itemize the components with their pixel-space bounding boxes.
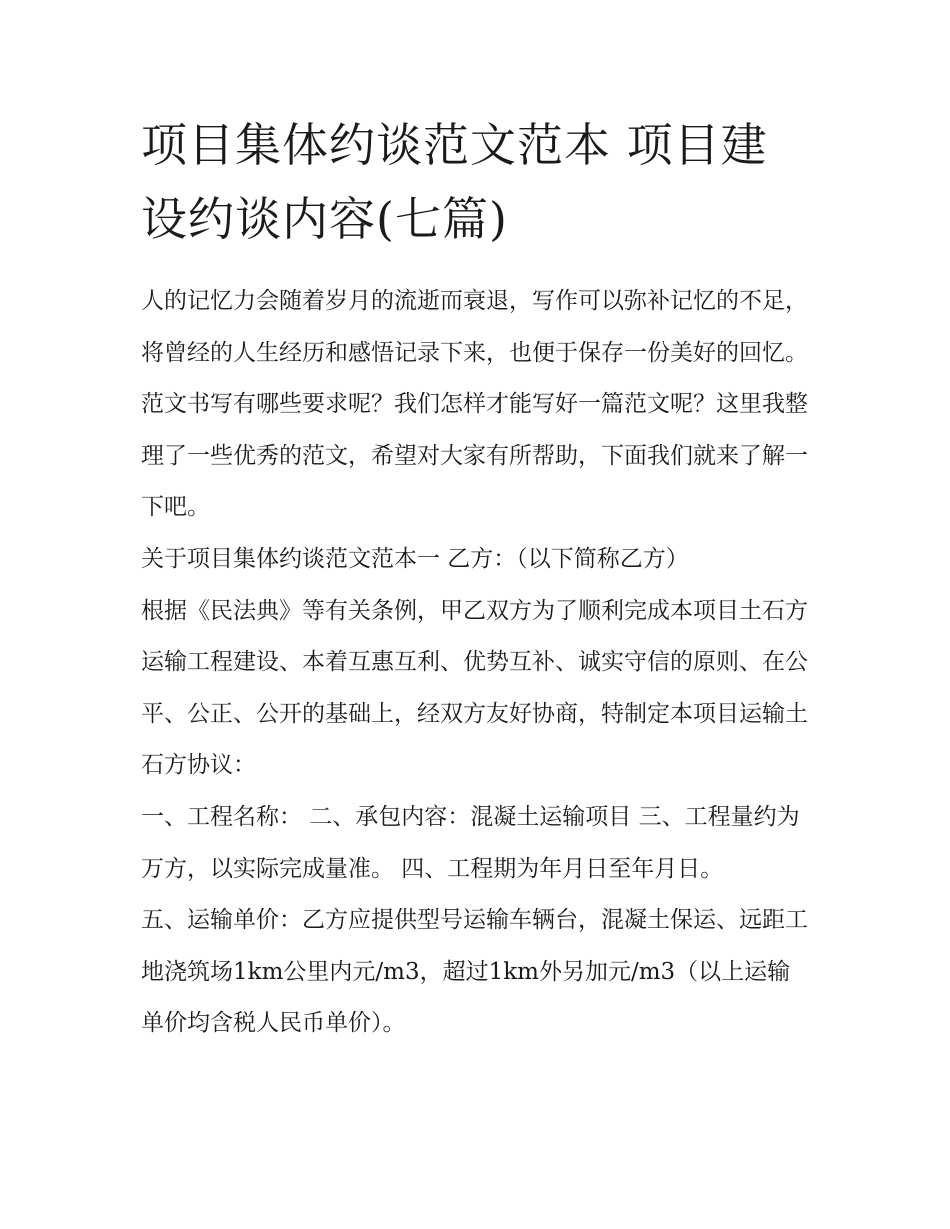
document-body [141,108,813,1050]
paragraph-heading-one: 关于项目集体约谈范文范本一 乙方：（以下简称乙方） [141,545,689,572]
paragraph-transport-price: 五、运输单价：乙方应提供型号运输车辆台，混凝土保运、远距工地浇筑场1km公里内元/m3，超过1km外另加元/m3（以上运输单价均含税人民币单价）。 [141,907,808,1037]
paragraph-project-terms: 一、工程名称： 二、承包内容：混凝土运输项目 三、工程量约为万方，以实际完成量准。 四、工程期为年月日至年月日。 [141,803,800,882]
paragraph-agreement-basis: 根据《民法典》等有关条例，甲乙双方为了顺利完成本项目土石方运输工程建设、本着互惠互利、优势互补、诚实守信的原则、在公平、公正、公开的基础上，经双方友好协商，特制定本项目运输土石方协议： [141,597,808,779]
document-title: 项目集体约谈范文范本 项目建设约谈内容(七篇) [141,118,768,246]
paragraph-intro: 人的记忆力会随着岁月的流逝而衰退，写作可以弥补记忆的不足，将曾经的人生经历和感悟记录下来，也便于保存一份美好的回忆。范文书写有哪些要求呢？我们怎样才能写好一篇范文呢？这里我整理了一些优秀的范文，希望对大家有所帮助，下面我们就来了解一下吧。 [141,288,808,521]
